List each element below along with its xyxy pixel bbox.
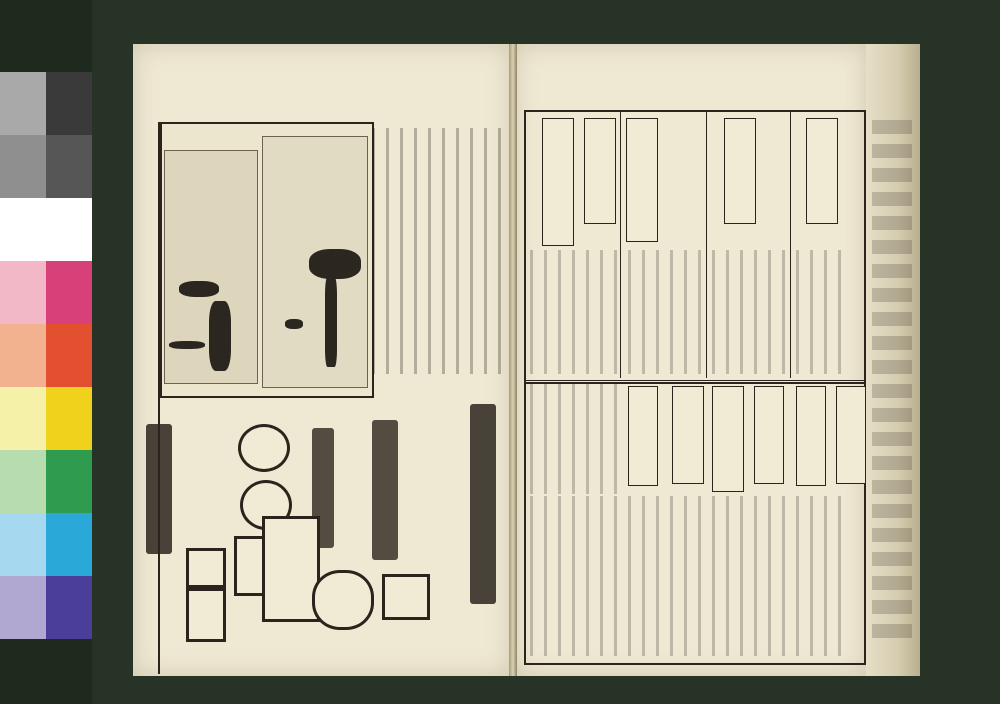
color-swatch (0, 198, 46, 261)
color-swatch (46, 450, 92, 513)
pine-foliage (309, 249, 361, 279)
edge-page-text (872, 120, 912, 640)
lower-entries-text (530, 496, 850, 656)
color-calibration-strip (0, 72, 92, 639)
color-swatch (46, 324, 92, 387)
name-box (628, 386, 658, 486)
side-notes-text (530, 384, 620, 494)
name-box (712, 386, 744, 492)
tree-trunk (209, 301, 231, 371)
ox-figure (285, 319, 303, 329)
color-swatch (46, 135, 92, 198)
calibration-row (0, 261, 92, 324)
column-divider (706, 112, 707, 378)
name-box (584, 118, 616, 224)
round-seal (238, 424, 290, 472)
color-swatch (46, 198, 92, 261)
name-box (836, 386, 866, 484)
margin-title-column (136, 122, 160, 674)
rain-scene-illustration (262, 136, 368, 388)
color-swatch (0, 387, 46, 450)
name-box (754, 386, 784, 484)
fence (169, 341, 205, 349)
color-swatch (46, 576, 92, 639)
color-swatch (0, 324, 46, 387)
column-divider (620, 112, 621, 378)
color-swatch (0, 450, 46, 513)
calibration-row (0, 450, 92, 513)
color-swatch (0, 135, 46, 198)
pine-trunk (325, 277, 337, 367)
biography-text (372, 128, 502, 374)
square-seal-6 (186, 588, 226, 642)
calibration-row (0, 513, 92, 576)
color-swatch (46, 387, 92, 450)
name-box (542, 118, 574, 246)
color-swatch (0, 513, 46, 576)
calibration-row (0, 198, 92, 261)
upper-entries-text (530, 250, 850, 374)
square-seal-4 (382, 574, 430, 620)
calibration-row (0, 387, 92, 450)
snow-scene-illustration (164, 150, 258, 384)
name-box (806, 118, 838, 224)
calligraphy-stroke-1 (470, 404, 496, 604)
name-box (626, 118, 658, 242)
color-swatch (0, 261, 46, 324)
book-gutter (509, 44, 517, 676)
calligraphy-stroke-2 (372, 420, 398, 560)
tree-branch (179, 281, 219, 297)
calligraphy-stroke-4 (146, 424, 172, 554)
square-seal-3 (312, 570, 374, 630)
color-swatch (0, 72, 46, 135)
square-seal-5 (186, 548, 226, 588)
color-swatch (0, 576, 46, 639)
column-divider (790, 112, 791, 378)
name-box (724, 118, 756, 224)
color-swatch (46, 72, 92, 135)
color-swatch (46, 261, 92, 324)
color-swatch (46, 513, 92, 576)
calibration-row (0, 135, 92, 198)
calibration-row (0, 72, 92, 135)
name-box (796, 386, 826, 486)
name-box (672, 386, 704, 484)
calibration-row (0, 576, 92, 639)
calibration-row (0, 324, 92, 387)
